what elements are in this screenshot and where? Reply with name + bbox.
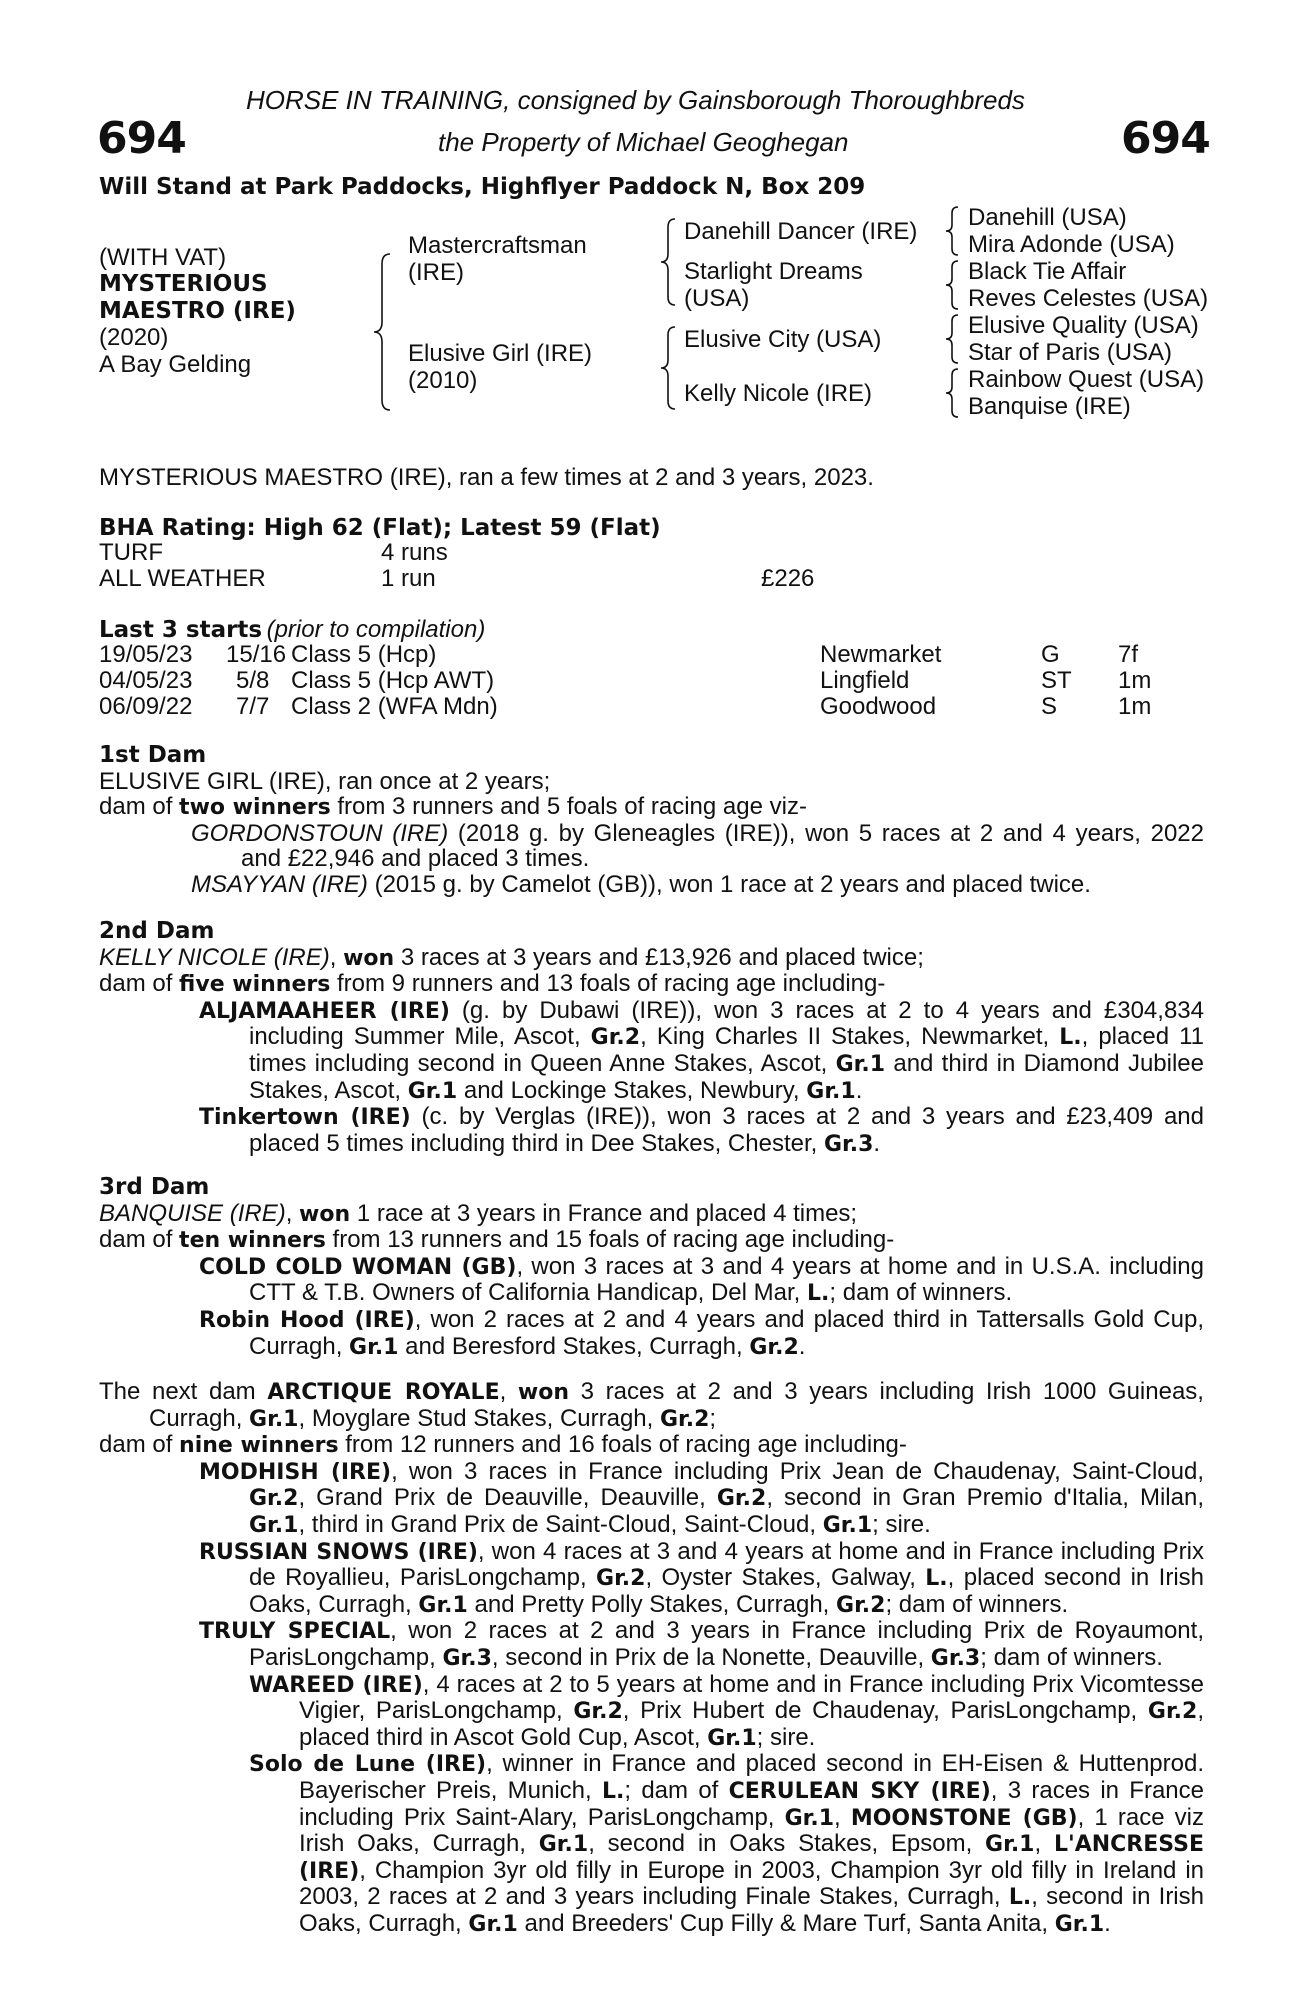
text-run: and Beresford Stakes, Curragh, [398,1332,750,1360]
pedigree-grand-4: Reves Celestes (USA) [968,285,1209,312]
next-dam-section [99,1379,1204,1937]
text-run: . [798,1332,806,1360]
third-dam-heading: 3rd Dam [99,1174,210,1200]
text-run: , 1 race viz Irish Oaks, Curragh, [299,1803,1204,1858]
last-starts-heading [99,617,485,643]
text-run: , won 2 races at 2 and 3 years in France including Prix de Royaumont, ParisLongchamp, [249,1617,1204,1671]
last-starts-note: (prior to compilation) [266,616,486,643]
text-run: , won 3 races at 3 and 4 years at home and in U.S.A. including CTT & T.B. Owners of California Handicap, Del Mar, [249,1252,1204,1307]
bold-run: L. [1059,1025,1082,1051]
text-run: , Champion 3yr old filly in Europe in 2003, Champion 3yr old filly in Ireland in 2003, 2 races at 2 and 3 years including Finale Stakes, Curragh, [299,1856,1204,1911]
pedigree-grand-3: Black Tie Affair [968,258,1127,285]
next-dam-produce-intro [99,1432,1204,1459]
pedigree-sire-sire: Danehill Dancer (IRE) [684,218,918,245]
consignment-line: HORSE IN TRAINING, consigned by Gainsborough Thoroughbreds [246,85,1025,115]
text-run: , placed second in Irish Oaks, Curragh, [249,1564,1205,1618]
pedigree-brace-g4 [944,367,962,419]
bha-rating-heading: BHA Rating: High 62 (Flat); Latest 59 (Flat) [99,515,661,541]
bold-run: MOONSTONE (GB) [850,1805,1078,1831]
text-run: and Pretty Polly Stakes, Curragh, [467,1590,837,1618]
dam-line2: (2010) [408,367,478,394]
bold-run: Gr.1 [985,1832,1035,1858]
text-run: The next dam [99,1378,268,1405]
bold-run: Robin Hood (IRE) [199,1307,415,1333]
bold-run: L. [601,1778,625,1804]
bold-run: Gr.2 [749,1334,799,1360]
third-dam-line2: dam of ten winners from 13 runners and 15 foals of racing age including- [99,1226,895,1254]
bold-run: Gr.1 [249,1406,299,1432]
first-dam-section [99,743,1204,898]
pedigree-brace-g3 [944,313,962,365]
pedigree-brace-sire [659,217,679,307]
third-dam-produce-2 [99,1307,1204,1360]
bold-run: Gr.2 [573,1699,623,1725]
pedigree-grand-7: Rainbow Quest (USA) [968,366,1205,393]
pedigree-brace-main [372,252,396,412]
bold-run: nine winners [179,1433,339,1459]
bold-run: Gr.1 [418,1592,468,1618]
third-dam-section [99,1175,1204,1360]
next-dam-produce-solo-de-lune [99,1751,1204,1937]
start-row-3-course: Goodwood [820,693,937,720]
first-dam-line2: dam of two winners from 3 runners and 5 foals of racing age viz- [99,793,807,821]
text-run: ; dam of winners. [885,1590,1069,1618]
bold-run: Gr.1 [538,1832,589,1858]
bold-run: ARCTIQUE ROYALE [267,1380,500,1405]
horse-name-line1: MYSTERIOUS [99,271,268,297]
text-run: , [1034,1830,1054,1858]
text-run: and Breeders' Cup Filly & Mare Turf, Santa Anita, [517,1909,1055,1937]
start-row-2-going: ST [1041,667,1072,694]
start-row-2-pos: 5/8 [236,667,270,694]
bold-run: Tinkertown (IRE) [199,1105,411,1131]
start-row-3-pos: 7/7 [236,693,270,720]
pedigree-dam [408,340,592,394]
text-run: , Grand Prix de Deauville, Deauville, [298,1484,717,1512]
bold-run: COLD COLD WOMAN (GB) [199,1254,517,1280]
bold-run: Gr.3 [930,1645,981,1671]
rating-runs-turf: 4 runs [381,539,448,566]
bold-run: Gr.2 [590,1025,641,1051]
pedigree-grand-5: Elusive Quality (USA) [968,312,1199,339]
stand-location: Will Stand at Park Paddocks, Highflyer Paddock N, Box 209 [99,174,866,200]
bold-run: ALJAMAAHEER (IRE) [199,998,450,1024]
start-row-1-date: 19/05/23 [99,641,193,668]
text-run: ; sire. [872,1510,931,1538]
pedigree-brace-g2 [944,259,962,311]
bold-run: Gr.1 [1054,1911,1105,1937]
pedigree-grand-2: Mira Adonde (USA) [968,231,1175,258]
sire-dam-line1: Starlight Dreams [684,258,863,285]
text-run: , Prix Hubert de Chaudenay, ParisLongchamp, [622,1697,1148,1725]
start-row-2-dist: 1m [1118,667,1152,694]
text-run: , 4 races at 2 to 5 years at home and in France including Prix Vicomtesse Vigier, ParisLongchamp, [299,1670,1204,1725]
property-line: the Property of Michael Geoghegan [438,127,849,157]
bold-run: L. [925,1566,948,1592]
text-run: dam of [99,1431,180,1459]
pedigree-brace-dam [659,325,679,411]
text-run: (g. by Dubawi (IRE)), won 3 races at 2 to 4 years and £304,834 including Summer Mile, Ascot, [249,996,1204,1051]
bold-run: L'ANCRESSE (IRE) [299,1832,1204,1884]
foaling-year: (2020) [99,324,169,351]
first-dam-produce-2: MSAYYAN (IRE) (2015 g. by Camelot (GB)), won 1 race at 2 years and placed twice. [191,870,1091,898]
second-dam-heading: 2nd Dam [99,918,215,944]
text-run: , second in Oaks Stakes, Epsom, [588,1830,986,1858]
bold-run: won [517,1380,570,1405]
lot-number-right: 694 [1121,113,1210,164]
bold-run: Gr.1 [407,1078,458,1104]
pedigree-sire-dam [684,258,863,312]
next-dam-intro [99,1379,1204,1432]
bold-run: Gr.2 [716,1486,767,1512]
bold-run: Gr.3 [823,1131,874,1157]
pedigree-grand-6: Star of Paris (USA) [968,339,1173,366]
second-dam-produce-1 [99,998,1204,1104]
text-run: . [873,1129,881,1157]
bold-run: L. [1008,1885,1032,1911]
sire-line1: Mastercraftsman [408,232,587,259]
rating-runs-aw: 1 run [381,565,436,592]
bold-run: RUSSIAN SNOWS (IRE) [199,1539,478,1565]
pedigree-dam-sire: Elusive City (USA) [684,326,882,353]
pedigree-grand-1: Danehill (USA) [968,204,1127,231]
horse-name-line2: MAESTRO (IRE) [99,298,296,324]
vat-note: (WITH VAT) [99,244,227,271]
second-dam-line2: dam of five winners from 9 runners and 13 foals of racing age including- [99,970,886,998]
text-run: . [855,1076,863,1104]
text-run: , placed third in Ascot Gold Cup, Ascot, [299,1697,1204,1751]
bold-run: Gr.1 [806,1078,856,1104]
text-run: , [834,1803,851,1831]
start-row-2-course: Lingfield [820,667,910,694]
bold-run: MODHISH (IRE) [199,1459,392,1485]
next-dam-produce-wareed [99,1672,1204,1752]
text-run: ; dam of [624,1776,729,1804]
text-run: , 3 races in France including Prix Saint-Alary, ParisLongchamp, [299,1776,1204,1831]
rating-surface-turf: TURF [99,539,163,566]
text-run: . [1104,1909,1111,1937]
pedigree-dam-dam: Kelly Nicole (IRE) [684,380,873,407]
bold-run: Solo de Lune (IRE) [249,1752,487,1778]
start-row-2-race: Class 5 (Hcp AWT) [291,667,495,694]
start-row-1-dist: 7f [1118,641,1139,668]
sire-dam-line2: (USA) [684,285,750,312]
text-run: from 12 runners and 16 foals of racing age including- [338,1431,907,1459]
text-run: , [499,1378,518,1405]
bold-run: Gr.1 [249,1512,299,1538]
bold-run: Gr.1 [822,1512,873,1538]
text-run: , King Charles II Stakes, Newmarket, [640,1023,1060,1051]
bold-run: Gr.1 [707,1725,757,1751]
start-row-1-pos: 15/16 [226,641,287,668]
bold-run: Gr.2 [249,1486,299,1512]
text-run: (c. by Verglas (IRE)), won 3 races at 2 and 3 years and £23,409 and placed 5 times including third in Dee Stakes, Chester, [249,1103,1205,1157]
bold-run: WAREED (IRE) [249,1672,423,1698]
bold-run: Gr.2 [836,1592,886,1618]
bold-run: Gr.2 [596,1566,646,1592]
third-dam-produce-1 [99,1254,1204,1307]
second-dam-section [99,919,1204,1157]
start-row-3-race: Class 2 (WFA Mdn) [291,693,498,720]
bold-run: Gr.1 [835,1051,886,1077]
text-run: and Lockinge Stakes, Newbury, [457,1076,807,1104]
bold-run: TRULY SPECIAL [199,1619,391,1645]
first-dam-produce-1: GORDONSTOUN (IRE) (2018 g. by Gleneagles (IRE)), won 5 races at 2 and 4 years, 2022 and £22,946 and placed 3 times. [191,819,1204,873]
dam-line1: Elusive Girl (IRE) [408,340,593,367]
first-dam-heading: 1st Dam [99,742,207,768]
text-run: , second in Prix de la Nonette, Deauville, [491,1643,931,1671]
race-summary: MYSTERIOUS MAESTRO (IRE), ran a few times at 2 and 3 years, 2023. [99,464,874,491]
text-run: , second in Irish Oaks, Curragh, [299,1883,1204,1937]
text-run: 3 races at 2 and 3 years including Irish 1000 Guineas, Curragh, [149,1378,1204,1432]
bold-run: Gr.1 [349,1334,399,1360]
second-dam-produce-2 [99,1104,1204,1157]
start-row-3-date: 06/09/22 [99,693,193,720]
text-run: and third in Diamond Jubilee Stakes, Ascot, [249,1049,1204,1104]
first-dam-line1: ELUSIVE GIRL (IRE), ran once at 2 years; [99,767,551,795]
rating-surface-aw: ALL WEATHER [99,565,266,592]
bold-run: CERULEAN SKY (IRE) [728,1778,991,1804]
bold-run: Gr.3 [442,1645,492,1671]
horse-description: A Bay Gelding [99,351,252,378]
rating-prize-aw: £226 [761,565,815,592]
next-dam-produce-modhish [99,1459,1204,1539]
pedigree-brace-g1 [944,205,962,257]
text-run: , won 3 races in France including Prix Jean de Chaudenay, Saint-Cloud, [391,1457,1205,1485]
text-run: , second in Gran Premio d'Italia, Milan, [766,1484,1204,1512]
next-dam-produce-truly-special [99,1618,1204,1671]
start-row-3-going: S [1041,693,1058,720]
bold-run: Gr.2 [1147,1699,1198,1725]
pedigree-grand-8: Banquise (IRE) [968,393,1131,420]
text-run: ; [709,1404,717,1432]
lot-number-left: 694 [97,113,186,164]
third-dam-line1: BANQUISE (IRE), won 1 race at 3 years in France and placed 4 times; [99,1199,858,1227]
bold-run: Gr.2 [659,1406,710,1432]
sire-line2: (IRE) [408,259,464,286]
text-run: ; dam of winners. [829,1279,1013,1307]
pedigree-sire [408,232,587,286]
start-row-2-date: 04/05/23 [99,667,193,694]
start-row-1-going: G [1041,641,1060,668]
text-run: ; dam of winners. [980,1643,1163,1671]
text-run: , placed 11 times including second in Queen Anne Stakes, Ascot, [249,1023,1204,1077]
text-run: , won 2 races at 2 and 4 years and placed third in Tattersalls Gold Cup, Curragh, [249,1305,1204,1360]
text-run: , winner in France and placed second in EH-Eisen & Huttenprod. Bayerischer Preis, Munich, [299,1750,1204,1804]
bold-run: Gr.1 [468,1911,518,1937]
start-row-3-dist: 1m [1118,693,1152,720]
text-run: , third in Grand Prix de Saint-Cloud, Saint-Cloud, [298,1510,823,1538]
text-run: , won 4 races at 3 and 4 years at home and in France including Prix de Royallieu, ParisLongchamp, [249,1537,1204,1592]
start-row-1-race: Class 5 (Hcp) [291,641,437,668]
text-run: , Moyglare Stud Stakes, Curragh, [298,1404,660,1432]
next-dam-produce-russian-snows [99,1539,1204,1619]
bold-run: L. [807,1281,830,1307]
text-run: ; sire. [756,1723,816,1751]
bold-run: Gr.1 [784,1805,835,1831]
second-dam-line1: KELLY NICOLE (IRE), won 3 races at 3 years and £13,926 and placed twice; [99,943,924,971]
start-row-1-course: Newmarket [820,641,942,668]
text-run: , Oyster Stakes, Galway, [645,1564,926,1592]
last-starts-title: Last 3 starts [99,617,263,643]
